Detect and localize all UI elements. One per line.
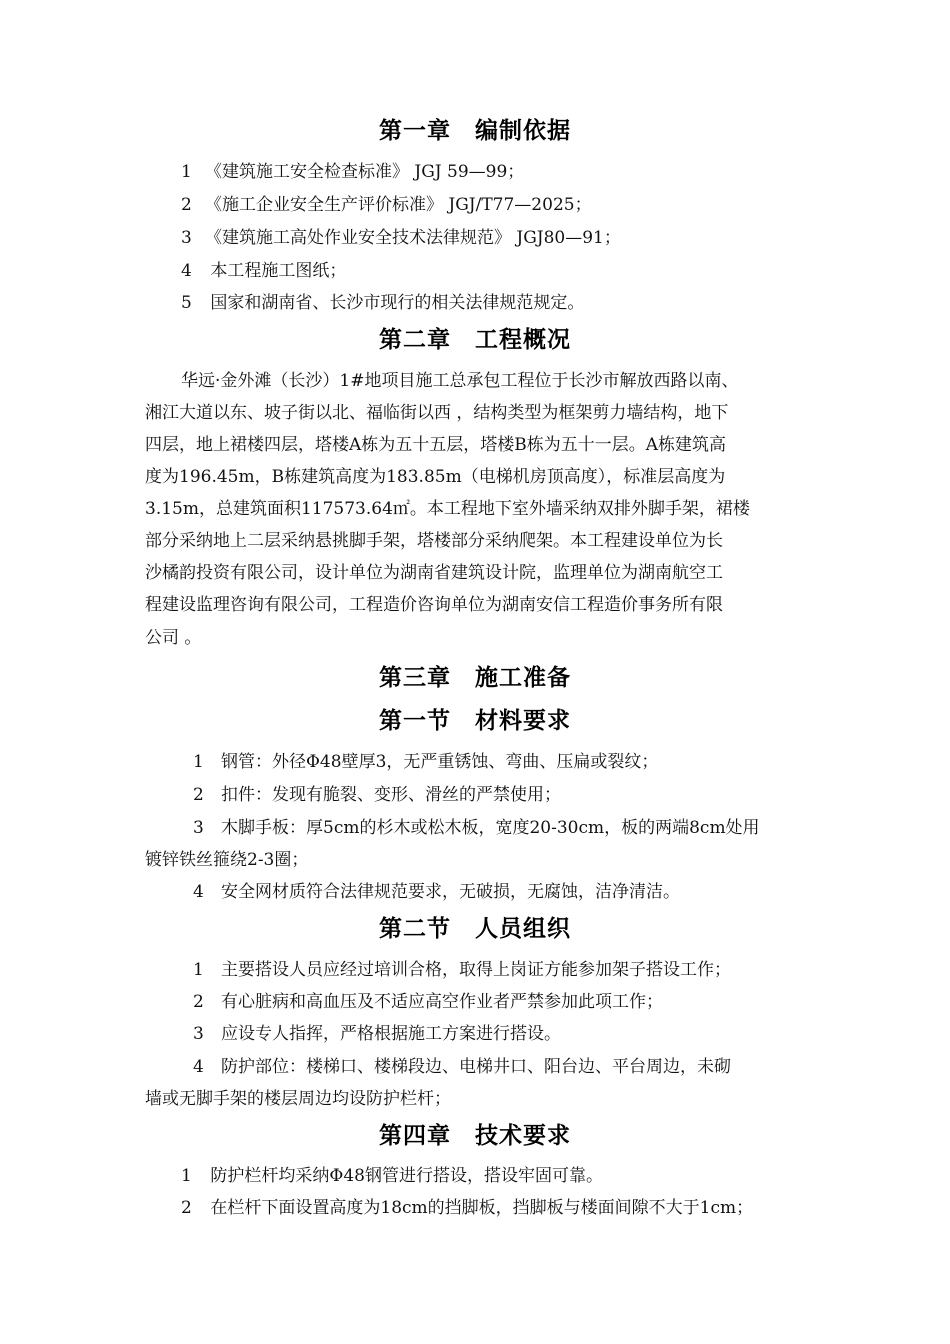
item-number: 2 xyxy=(181,1198,192,1218)
material-item-1 xyxy=(193,751,658,773)
item-text: 主要搭设人员应经过培训合格，取得上岗证方能参加架子搭设工作； xyxy=(221,960,731,980)
basis-item-3 xyxy=(181,227,621,249)
item-text: 安全网材质符合法律规范要求，无破损，无腐蚀，洁净清洁。 xyxy=(221,882,680,902)
item-text: 应设专人指挥，严格根据施工方案进行搭设。 xyxy=(221,1024,561,1044)
item-number: 4 xyxy=(181,261,192,281)
tech-item-2 xyxy=(181,1197,753,1219)
item-text: 钢管：外径Φ48壁厚3，无严重锈蚀、弯曲、压扁或裂纹； xyxy=(221,752,659,772)
item-number: 1 xyxy=(181,1166,192,1186)
chapter-4-title: 第四章 技术要求 xyxy=(379,1123,571,1149)
item-text: 《建筑施工安全检查标准》 JGJ 59—99； xyxy=(205,162,525,182)
basis-item-2 xyxy=(181,194,592,216)
staff-item-3 xyxy=(193,1023,561,1045)
staff-item-2 xyxy=(193,991,663,1013)
item-text: 防护栏杆均采纳Φ48钢管进行搭设，搭设牢固可靠。 xyxy=(205,1166,603,1186)
material-item-4 xyxy=(193,881,680,903)
material-item-3-continued: 镀锌铁丝箍绕2-3圈； xyxy=(145,850,309,870)
item-number: 2 xyxy=(181,195,192,215)
item-text: 扣件：发现有脆裂、变形、滑丝的严禁使用； xyxy=(221,785,561,805)
item-number: 5 xyxy=(181,293,192,313)
item-number: 1 xyxy=(181,162,192,182)
item-text: 《施工企业安全生产评价标准》 JGJ/T77—2025； xyxy=(205,195,592,215)
overview-line: 华远·金外滩（长沙）1#地项目施工总承包工程位于长沙市解放西路以南、 xyxy=(181,371,739,391)
overview-line: 度为196.45m，B栋建筑高度为183.85m（电梯机房顶高度），标准层高度为 xyxy=(145,467,726,487)
section-2-title: 第二节 人员组织 xyxy=(379,916,571,942)
overview-line: 程建设监理咨询有限公司，工程造价咨询单位为湖南安信工程造价事务所有限 xyxy=(145,595,723,615)
material-item-2 xyxy=(193,784,561,806)
tech-item-1 xyxy=(181,1165,603,1187)
item-text: 防护部位：楼梯口、楼梯段边、电梯井口、阳台边、平台周边，未砌 xyxy=(221,1057,731,1077)
item-text: 本工程施工图纸； xyxy=(205,261,347,281)
item-text: 木脚手板：厚5cm的杉木或松木板，宽度20-30cm，板的两端8cm处用 xyxy=(221,818,760,838)
overview-line: 沙橘韵投资有限公司，设计单位为湖南省建筑设计院，监理单位为湖南航空工 xyxy=(145,563,723,583)
overview-line: 3.15m，总建筑面积117573.64㎡。本工程地下室外墙采纳双排外脚手架，裙楼 xyxy=(145,499,750,519)
basis-item-4 xyxy=(181,260,346,282)
material-item-3 xyxy=(193,817,760,839)
item-text: 《建筑施工高处作业安全技术法律规范》 JGJ80—91； xyxy=(205,228,621,248)
chapter-1-title: 第一章 编制依据 xyxy=(379,118,571,144)
item-number: 2 xyxy=(193,992,204,1012)
item-text: 国家和湖南省、长沙市现行的相关法律规范规定。 xyxy=(205,293,585,313)
basis-item-5 xyxy=(181,292,584,314)
staff-item-1 xyxy=(193,959,731,981)
item-number: 4 xyxy=(193,1057,204,1077)
item-number: 3 xyxy=(193,818,204,838)
overview-line: 四层，地上裙楼四层，塔楼A栋为五十五层，塔楼B栋为五十一层。A栋建筑高 xyxy=(145,435,727,455)
item-text: 有心脏病和高血压及不适应高空作业者严禁参加此项工作； xyxy=(221,992,663,1012)
section-1-title: 第一节 材料要求 xyxy=(379,708,571,734)
basis-item-1 xyxy=(181,161,524,183)
item-number: 1 xyxy=(193,752,204,772)
overview-line: 部分采纳地上二层采纳悬挑脚手架，塔楼部分采纳爬架。本工程建设单位为长 xyxy=(145,531,723,551)
overview-line: 公司 。 xyxy=(145,628,202,648)
chapter-2-title: 第二章 工程概况 xyxy=(379,327,571,353)
item-number: 3 xyxy=(193,1024,204,1044)
item-text: 在栏杆下面设置高度为18cm的挡脚板，挡脚板与楼面间隙不大于1cm； xyxy=(205,1198,754,1218)
item-number: 1 xyxy=(193,960,204,980)
chapter-3-title: 第三章 施工准备 xyxy=(379,665,571,691)
item-number: 2 xyxy=(193,785,204,805)
staff-item-4 xyxy=(193,1056,731,1078)
staff-item-4-continued: 墙或无脚手架的楼层周边均设防护栏杆； xyxy=(145,1089,451,1109)
overview-line: 湘江大道以东、坡子街以北、福临街以西 ，结构类型为框架剪力墙结构，地下 xyxy=(145,403,729,423)
item-number: 3 xyxy=(181,228,192,248)
item-number: 4 xyxy=(193,882,204,902)
